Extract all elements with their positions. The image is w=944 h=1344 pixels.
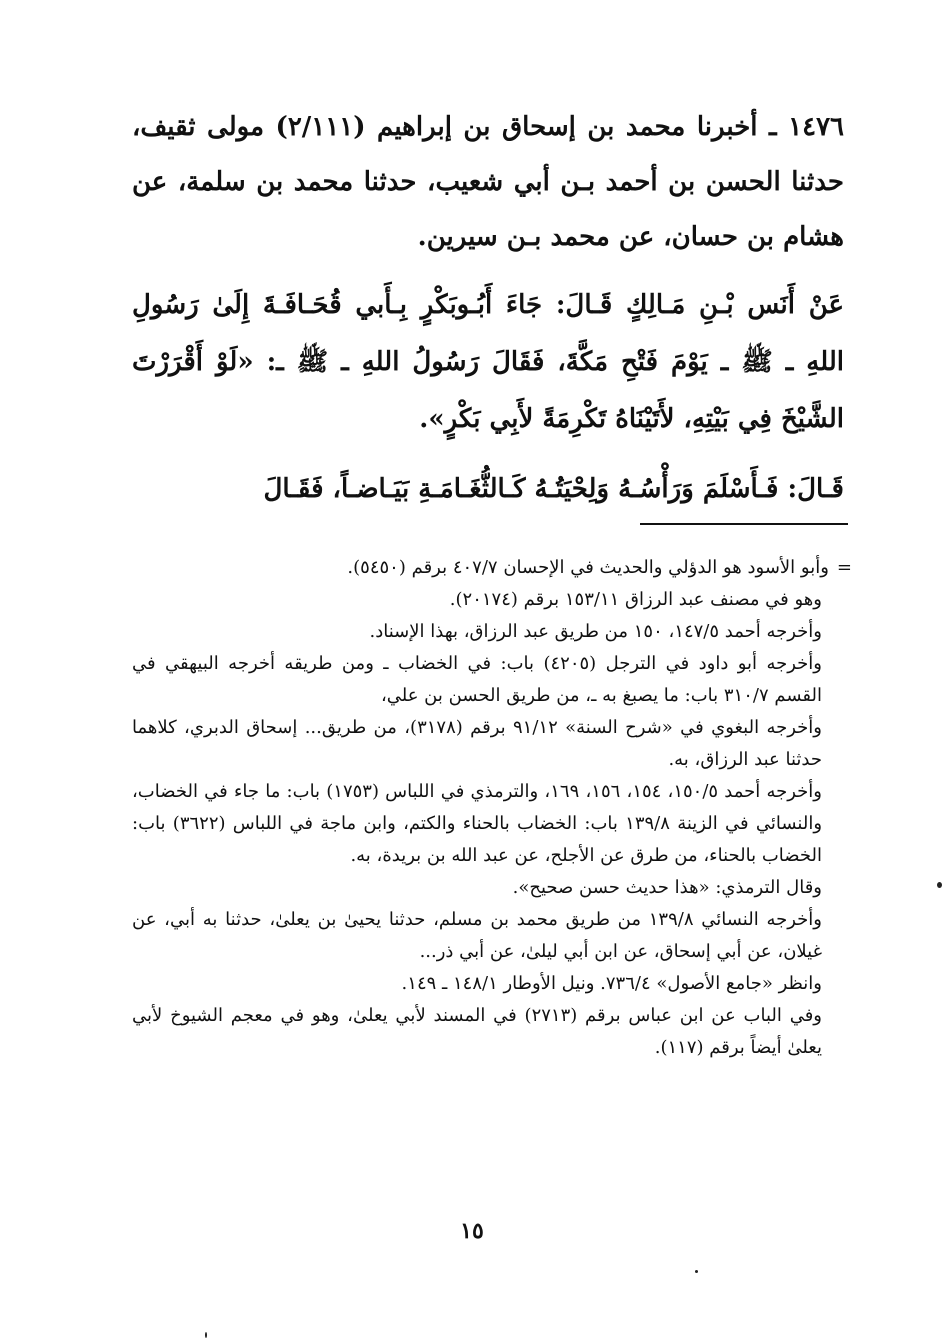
footnote-line: وأخرجه أبو داود في الترجل (٤٢٠٥) باب: في الخضاب ـ ومن طريقه أخرجه البيهقي في القسم ٣١٠/٧ باب: ما يصبغ به ـ، من طريق الحسن بن علي، — [132, 653, 822, 706]
footnote-line — [132, 552, 852, 584]
footnote-line: وأخرجه أحمد ١٤٧/٥، ١٥٠ من طريق عبد الرزاق، بهذا الإسناد. — [369, 621, 822, 642]
continuation-mark: = — [836, 557, 852, 578]
scan-speck — [205, 1332, 207, 1338]
footnote-line: وانظر «جامع الأصول» ٧٣٦/٤. ونيل الأوطار ١٤٨/١ ـ ١٤٩. — [401, 973, 822, 994]
footnote-line: وفي الباب عن ابن عباس برقم (٢٧١٣) في المسند لأبي يعلىٰ، وهو في معجم الشيوخ لأبي يعلىٰ أيضاً برقم (١١٧). — [132, 1005, 822, 1058]
footnote-line: وأخرجه أحمد ١٥٠/٥، ١٥٤، ١٥٦، ١٦٩، والترمذي في اللباس (١٧٥٣) باب: ما جاء في الخضاب، والنسائي في الزينة ١٣٩/٨ باب: الخضاب بالحناء والكتم، وابن ماجة في اللباس (٣٦٢٢) باب: الخضاب بالحناء، من طرق عن الأجلح، عن عبد الله بن بريدة، به. — [132, 781, 823, 866]
footnote-line: وهو في مصنف عبد الرزاق ١٥٣/١١ برقم (٢٠١٧٤). — [449, 589, 822, 610]
isnad-paragraph: ١٤٧٦ ـ أخبرنا محمد بن إسحاق بن إبراهيم (٢/١١١) مولى ثقيف، حدثنا الحسن بن أحمد بـن أبي شعيب، حدثنا محمد بن سلمة، عن هشام بن حسان، عن محمد بـن سيرين. — [132, 112, 845, 252]
footnote-separator — [640, 523, 848, 525]
footnotes — [132, 552, 852, 1064]
footnote-line: وأخرجه النسائي ١٣٩/٨ من طريق محمد بن مسلم، حدثنا يحيىٰ بن يعلىٰ، حدثنا به أبي، عن غيلان، عن أبي إسحاق، عن ابن أبي ليلىٰ، عن أبي ذر... — [132, 909, 822, 962]
qala-paragraph: قَـالَ: فَـأَسْلَمَ وَرَأْسُـهُ وَلِحْيَتُـهُ كَـالثُّغَـامَـةِ بَيَـاضـاً، فَقَـالَ — [263, 474, 844, 504]
footnote-line: وأخرجه البغوي في «شرح السنة» ٩١/١٢ برقم (٣١٧٨)، من طريق... إسحاق الدبري، كلاهما حدثنا عبد الرزاق، به. — [132, 717, 822, 770]
footnote-text: وأبو الأسود هو الدؤلي والحديث في الإحسان ٤٠٧/٧ برقم (٥٤٥٠). — [347, 557, 829, 578]
page-number: ١٥ — [460, 1218, 484, 1244]
scan-speck — [937, 882, 942, 888]
footnote-line: وقال الترمذي: «هذا حديث حسن صحيح». — [512, 877, 822, 898]
scan-speck — [695, 1270, 698, 1273]
hadith-paragraph: عَنْ أَنَس بْـنِ مَـالِكٍ قَـالَ: جَاءَ أَبُـوبَكْرٍ بِـأَبي قُحَـافَـةَ إِلَىٰ رَسُولِ اللهِ ـ ﷺ ـ يَوْمَ فَتْحِ مَكَّةَ، فَقَالَ رَسُولُ اللهِ ـ ﷺ ـ: «لَوْ أَقْرَرْتَ الشَّيْخَ فِي بَيْتِهِ، لأَتَيْنَاهُ تَكْرِمَةً لأَبِي بَكْرٍ». — [132, 290, 844, 434]
main-text — [132, 100, 844, 517]
